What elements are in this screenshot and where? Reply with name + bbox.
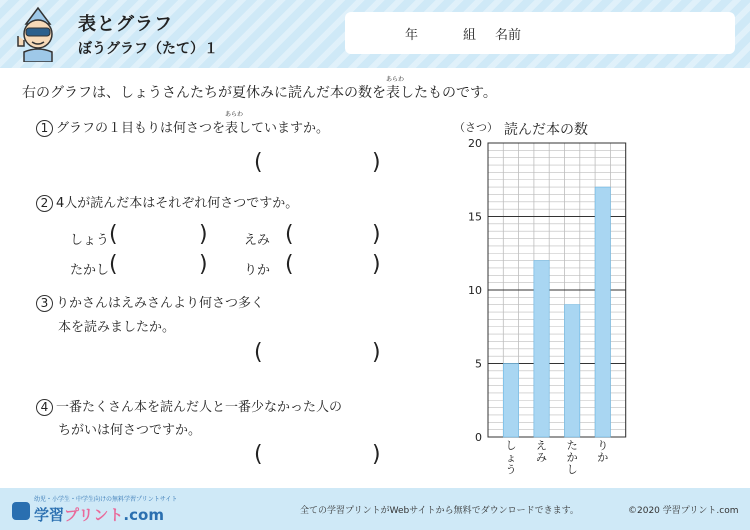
answer-4-close: ) xyxy=(372,442,381,467)
answer-sho-close: ) xyxy=(199,222,208,247)
logo-icon xyxy=(12,502,30,520)
mascot-icon xyxy=(12,6,64,62)
question-number: 1 xyxy=(36,120,53,137)
question-2: 2 4人が読んだ本はそれぞれ何さつですか。 xyxy=(36,192,298,212)
class-label: 組 xyxy=(463,28,477,43)
logo-tagline: 幼児・小学生・中学生向けの無料学習プリントサイト xyxy=(34,496,178,503)
answer-3-close: ) xyxy=(372,340,381,365)
label-rika: りか xyxy=(244,263,271,278)
plot-frame xyxy=(488,143,626,437)
worksheet-subtitle: ぼうグラフ（たて）１ xyxy=(78,41,218,57)
question-1: 1 グラフの１目もりは何さつを あらわ 表していますか。 xyxy=(36,117,329,137)
category-label: たかし xyxy=(566,439,578,476)
year-label: 年 xyxy=(405,28,419,43)
question-3-line2: 本を読みましたか。 xyxy=(58,320,176,335)
chart-grid xyxy=(488,143,626,437)
answer-rika-open: ( xyxy=(285,252,294,277)
chart-y-unit: （さつ） xyxy=(454,121,498,134)
answer-4-open: ( xyxy=(254,442,263,467)
question-4: 4 一番たくさん本を読んだ人と一番少なかった人の xyxy=(36,396,342,416)
answer-emi-close: ) xyxy=(372,222,381,247)
bar-1 xyxy=(503,364,518,438)
answer-rika-close: ) xyxy=(372,252,381,277)
y-tick-label: 0 xyxy=(475,431,482,444)
question-number: 3 xyxy=(36,295,53,312)
answer-takashi-close: ) xyxy=(199,252,208,277)
name-box xyxy=(345,12,735,54)
category-label: りか xyxy=(597,439,609,464)
worksheet-title: 表とグラフ xyxy=(78,14,173,35)
question-4-line2: ちがいは何さつですか。 xyxy=(58,423,202,438)
question-number: 4 xyxy=(36,399,53,416)
footer-copyright: ©2020 学習プリント.com xyxy=(628,506,739,516)
answer-3-open: ( xyxy=(254,340,263,365)
answer-emi-open: ( xyxy=(285,222,294,247)
bar-3 xyxy=(565,305,580,437)
y-tick-label: 10 xyxy=(468,284,482,297)
footer-note: 全ての学習プリントがWebサイトから無料でダウンロードできます。 xyxy=(300,506,579,516)
bar-2 xyxy=(534,261,549,437)
header-banner xyxy=(0,0,750,68)
label-emi: えみ xyxy=(244,233,271,248)
y-tick-label: 20 xyxy=(468,137,482,150)
answer-1-open: ( xyxy=(254,150,263,175)
logo-name: 学習プリント.com xyxy=(34,506,164,524)
footer xyxy=(0,488,750,530)
name-label: 名前 xyxy=(495,28,522,43)
y-tick-label: 5 xyxy=(475,357,482,371)
question-number: 2 xyxy=(36,195,53,212)
bar-4 xyxy=(595,187,610,437)
category-label: しょう xyxy=(505,439,517,476)
label-takashi: たかし xyxy=(70,263,110,278)
y-tick-label: 15 xyxy=(468,210,482,224)
answer-1-close: ) xyxy=(372,150,381,175)
category-label: えみ xyxy=(536,439,548,464)
site-logo[interactable] xyxy=(8,490,198,528)
question-3: 3 りかさんはえみさんより何さつ多く xyxy=(36,292,264,312)
answer-takashi-open: ( xyxy=(109,252,118,277)
intro-text: 右のグラフは、しょうさんたちが夏休みに読んだ本の数を あらわ 表したものです。 xyxy=(22,76,497,101)
label-sho: しょう xyxy=(70,233,110,248)
answer-sho-open: ( xyxy=(109,222,118,247)
chart-title: 読んだ本の数 xyxy=(504,122,588,138)
